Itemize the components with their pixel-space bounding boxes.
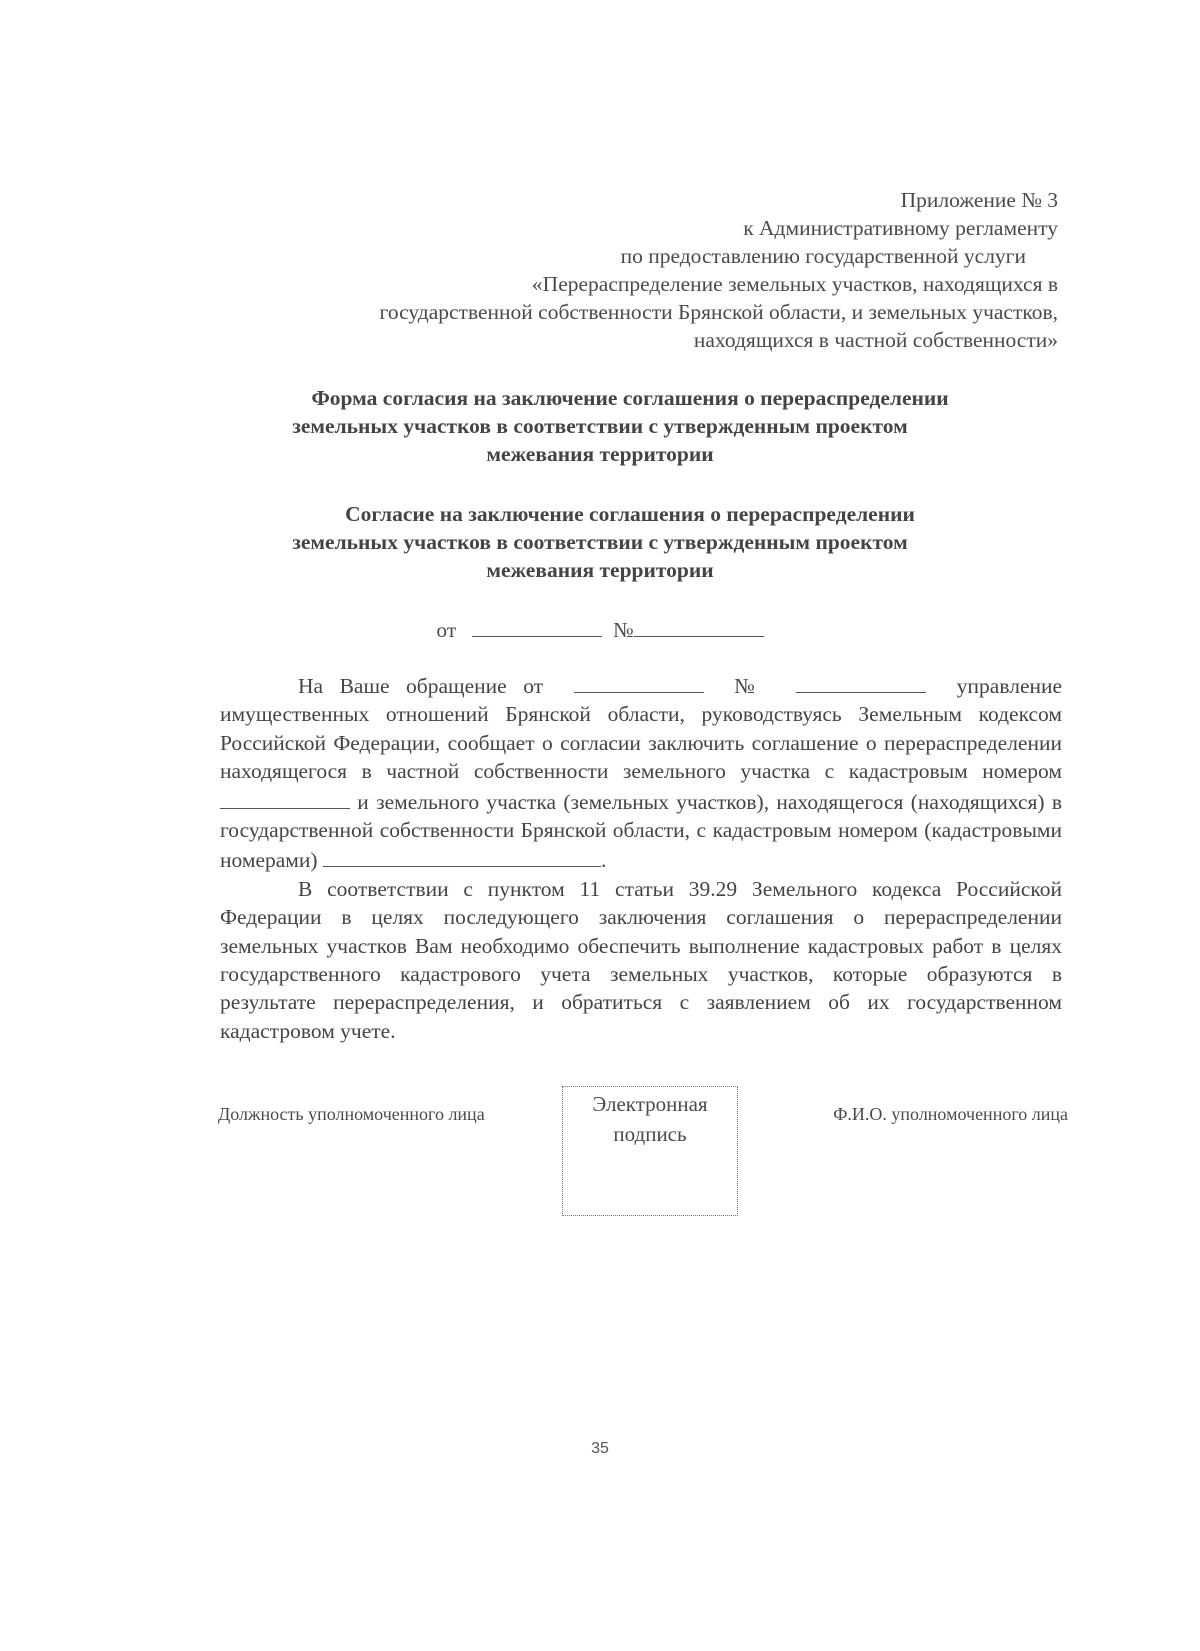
private-cadastral-blank [220,786,350,809]
appendix-line-2: к Административному регламенту [743,216,1058,240]
date-from-label: от [436,618,457,642]
form-title-line-2: земельных участков в соответствии с утвержденным проектом [292,414,908,438]
signature-box-line-2: подпись [613,1122,687,1146]
appendix-line-3: по предоставлению государственной услуги [620,244,1026,268]
consent-title [230,500,970,584]
p1-text-c: и земельного участка (земельных участков), находящегося (находящихся) в государственной собственности Брянской области, с кадастровым номером (кадастровыми номерами) [220,789,1063,873]
name-label: Ф.И.О. уполномоченного лица [833,1104,1068,1124]
form-title [230,384,970,468]
request-date-blank [574,670,704,693]
p1-text-a: На Ваше обращение от [298,674,544,698]
number-sign-label: № [613,618,634,642]
state-cadastral-blank [323,844,601,867]
appendix-line-5: государственной собственности Брянской области, и земельных участков, [379,300,1058,324]
page-number: 35 [591,1440,609,1457]
consent-title-line-2: земельных участков в соответствии с утвержденным проектом [292,530,908,554]
form-title-line-1: Форма согласия на заключение соглашения о перераспределении [311,386,949,410]
paragraph-1 [220,670,1062,875]
electronic-signature-box [562,1086,738,1216]
appendix-line-4: «Перераспределение земельных участков, находящихся в [531,272,1058,296]
consent-title-line-3: межевания территории [486,558,714,582]
p1-number-sign: № [734,674,766,698]
number-blank [634,614,764,637]
p1-end: . [600,848,607,873]
form-title-line-3: межевания территории [486,442,714,466]
date-number-line [0,614,1200,644]
appendix-line-6: находящихся в частной собственности» [693,328,1058,352]
consent-title-line-1: Согласие на заключение соглашения о перераспределении [345,502,915,526]
paragraph-2: В соответствии с пунктом 11 статьи 39.29 Земельного кодекса Российской Федерации в целях последующего заключения соглашения о перераспределении земельных участков Вам необходимо обеспечить выполнение кадастровых работ в целях государственного кадастрового учета земельных участков, которые образуются в результате перераспределения, и обратиться с заявлением об их государственном кадастровом учете. [220,876,1062,1043]
signature-block [218,1086,1068,1216]
letter-body [220,670,1062,1045]
request-number-blank [796,670,926,693]
signature-box-line-1: Электронная [592,1092,708,1116]
appendix-header [198,186,1058,354]
appendix-line-1: Приложение № 3 [900,188,1058,212]
date-blank [472,614,602,637]
p1-text-b: управление имущественных отношений Брянской области, руководствуясь Земельным кодексом Российской Федерации, сообщает о согласии заключить соглашение о перераспределении находящегося в частной собственности земельного участка с кадастровым номером [220,674,1063,784]
position-label: Должность уполномоченного лица [218,1104,485,1124]
